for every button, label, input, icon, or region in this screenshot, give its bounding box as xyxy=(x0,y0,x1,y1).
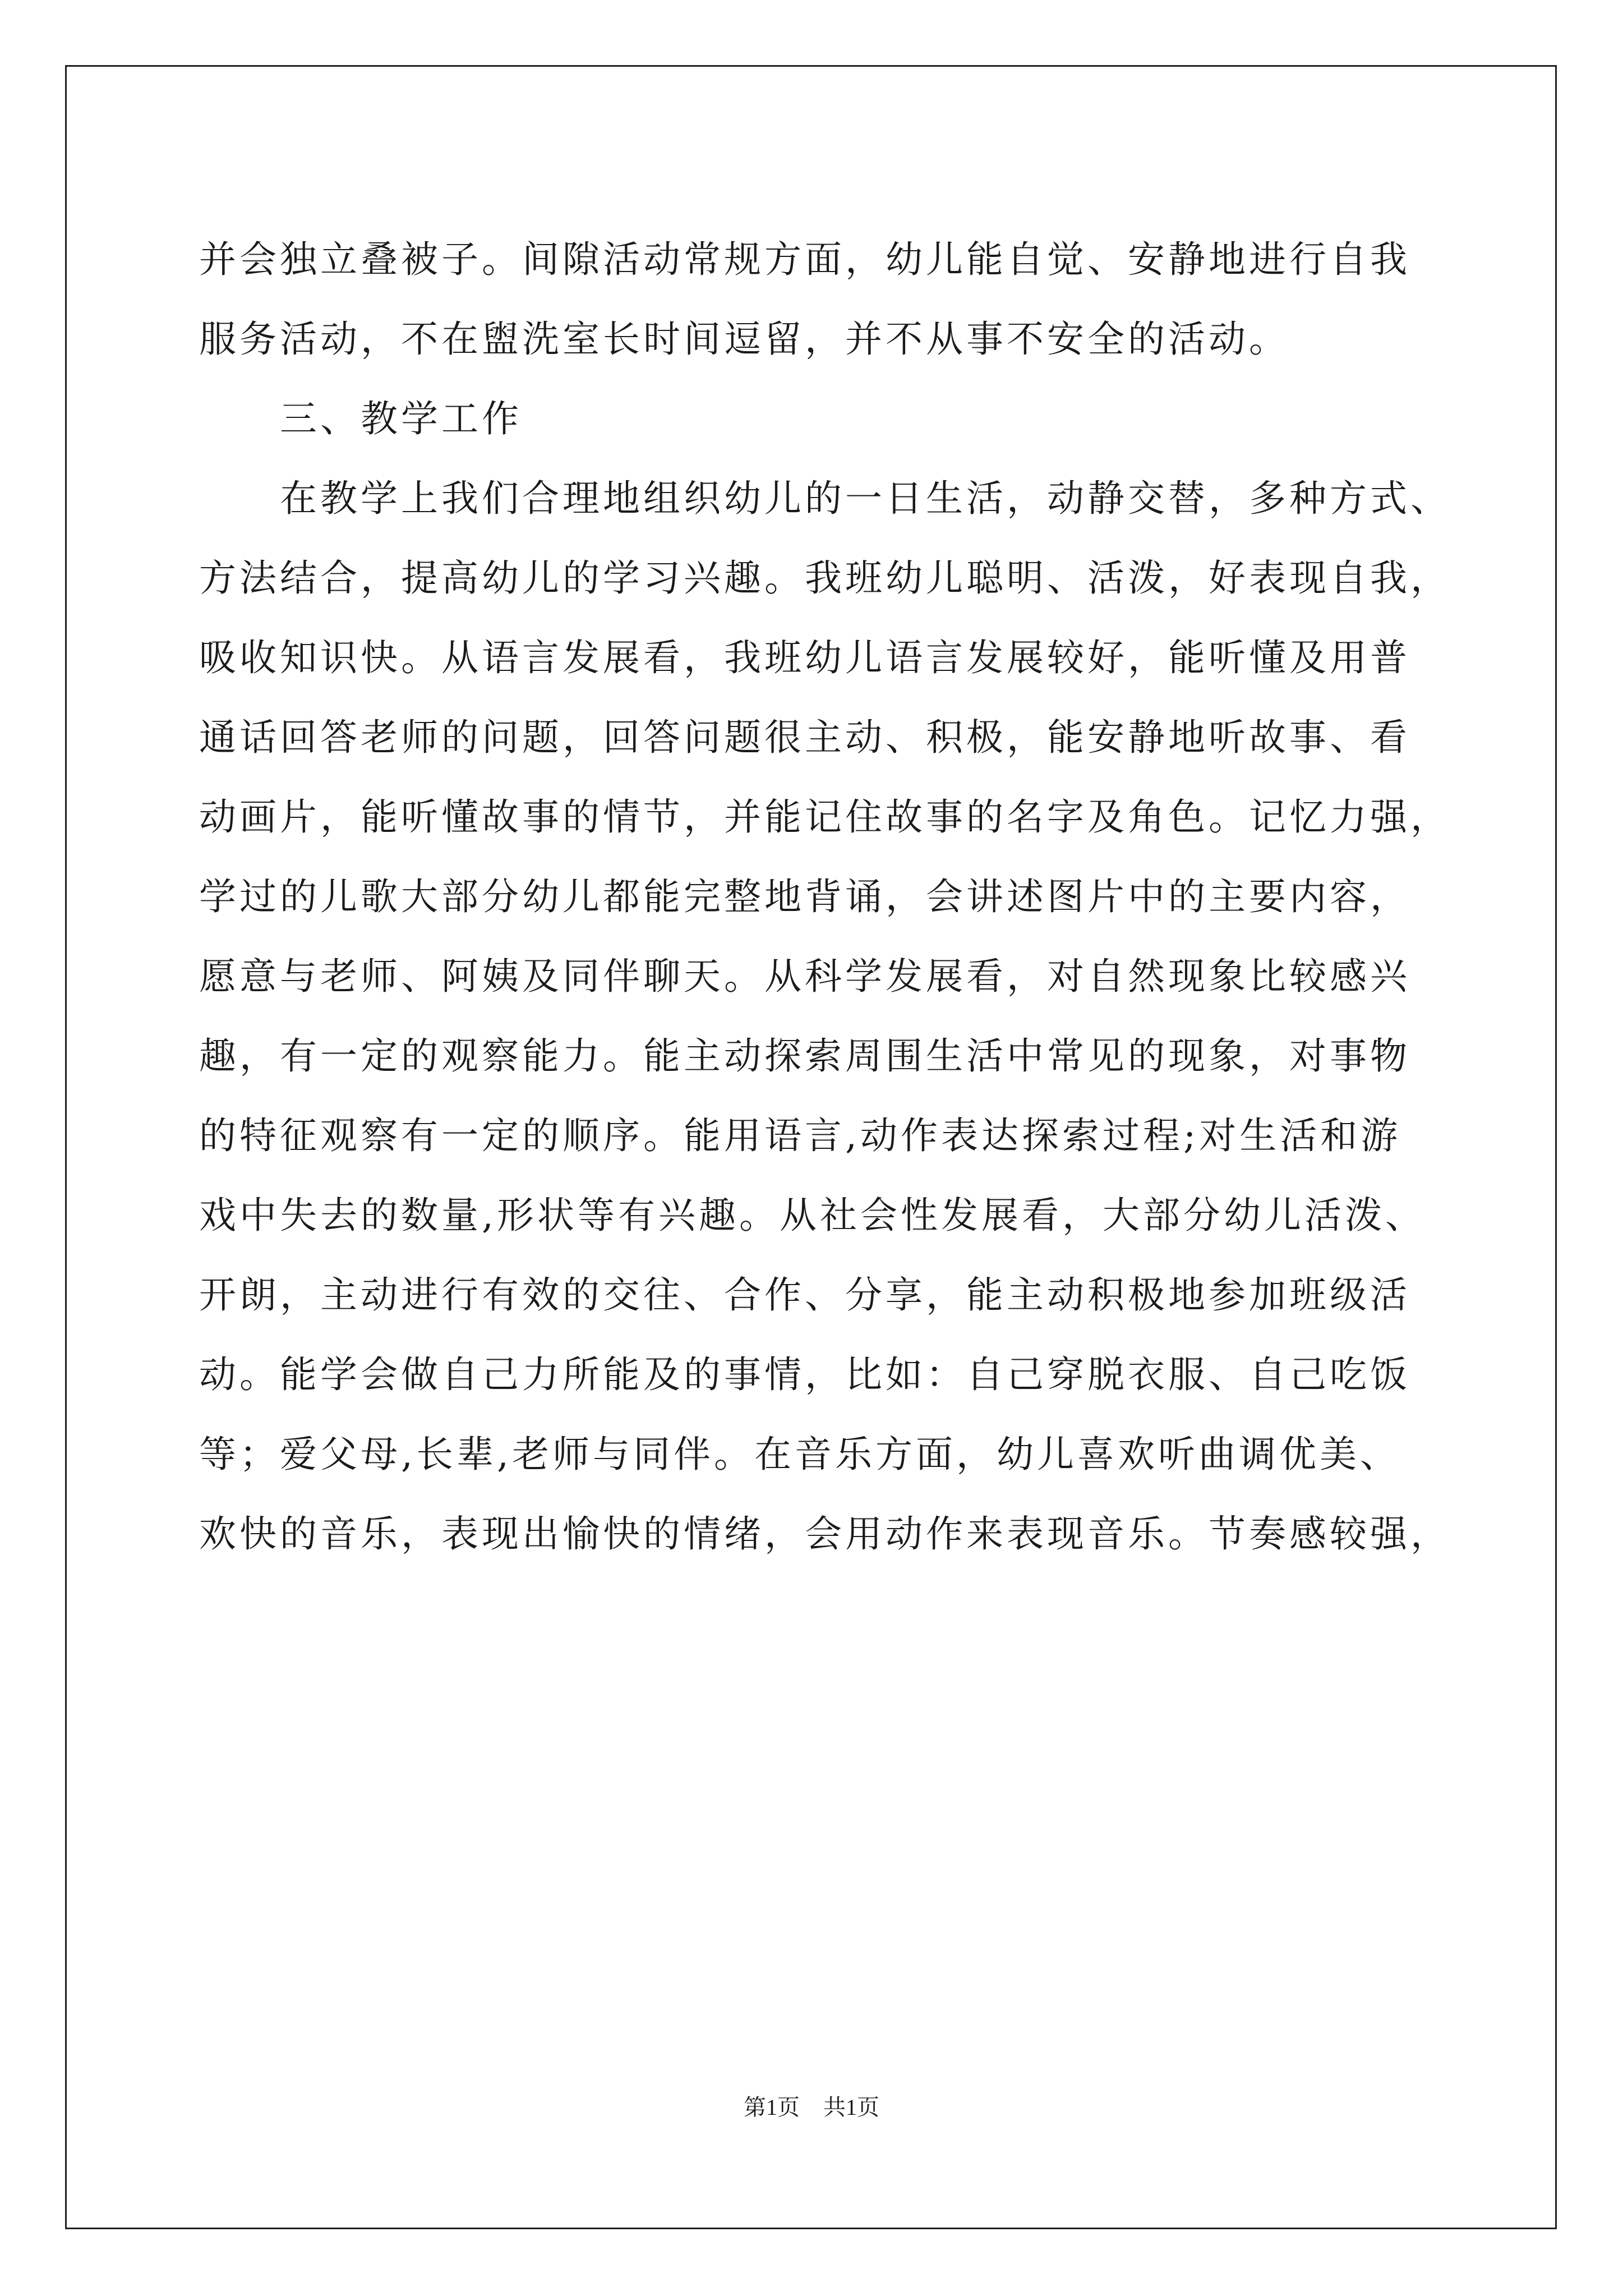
page-number-total: 共1页 xyxy=(823,2095,879,2120)
text-line: 动画片，能听懂故事的情节，并能记住故事的名字及角色。记忆力强， xyxy=(199,795,1451,839)
text-line: 等；爱父母,长辈,老师与同伴。在音乐方面，幼儿喜欢听曲调优美、 xyxy=(199,1433,1400,1476)
text-line: 方法结合，提高幼儿的学习兴趣。我班幼儿聪明、活泼，好表现自我， xyxy=(199,556,1451,600)
text-line: 的特征观察有一定的顺序。能用语言,动作表达探索过程;对生活和游 xyxy=(199,1114,1401,1157)
text-line: 吸收知识快。从语言发展看，我班幼儿语言发展较好，能听懂及用普 xyxy=(199,636,1410,679)
document-body xyxy=(199,220,1451,1574)
text-line: 趣，有一定的观察能力。能主动探索周围生活中常见的现象，对事物 xyxy=(199,1034,1410,1078)
text-line: 愿意与老师、阿姨及同伴聊天。从科学发展看，对自然现象比较感兴 xyxy=(199,955,1410,998)
text-line: 三、教学工作 xyxy=(280,397,522,440)
text-line: 通话回答老师的问题，回答问题很主动、积极，能安静地听故事、看 xyxy=(199,716,1410,759)
text-line: 并会独立叠被子。间隙活动常规方面，幼儿能自觉、安静地进行自我 xyxy=(199,238,1410,281)
text-line: 戏中失去的数量,形状等有兴趣。从社会性发展看，大部分幼儿活泼、 xyxy=(199,1194,1426,1237)
page-number-current: 第1页 xyxy=(744,2095,800,2120)
text-line: 在教学上我们合理地组织幼儿的一日生活，动静交替，多种方式、 xyxy=(280,477,1451,520)
text-line: 开朗，主动进行有效的交往、合作、分享，能主动积极地参加班级活 xyxy=(199,1273,1410,1317)
text-line: 学过的儿歌大部分幼儿都能完整地背诵，会讲述图片中的主要内容， xyxy=(199,875,1410,918)
text-line: 服务活动，不在盥洗室长时间逗留，并不从事不安全的活动。 xyxy=(199,318,1289,361)
text-line: 动。能学会做自己力所能及的事情，比如：自己穿脱衣服、自己吃饭 xyxy=(199,1353,1410,1396)
page-footer xyxy=(0,2090,1623,2122)
text-line: 欢快的音乐，表现出愉快的情绪，会用动作来表现音乐。节奏感较强， xyxy=(199,1512,1451,1556)
